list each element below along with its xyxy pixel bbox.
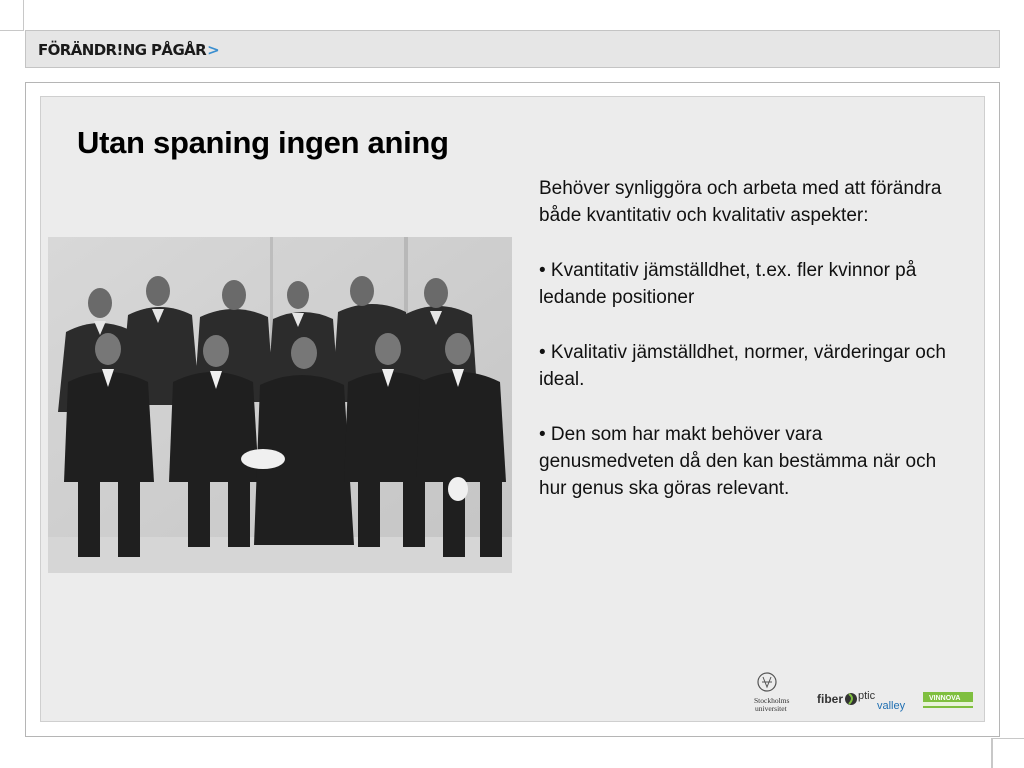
brand-text: FÖRÄNDR!NG PÅGÅR [38, 41, 207, 59]
stockholm-logo-line1: Stockholms [754, 696, 790, 705]
vinnova-logo [923, 692, 973, 708]
corner-mark-top-left [0, 0, 24, 31]
header-bar [25, 30, 1000, 68]
group-photo [48, 237, 512, 573]
brand-arrow-icon: > [207, 41, 220, 59]
fiber-logo-valley: valley [877, 700, 906, 712]
bullet-item: • Kvantitativ jämställdhet, t.ex. fler kvinnor på ledande positioner [539, 260, 917, 308]
stockholm-university-logo [754, 673, 790, 713]
corner-mark-bottom-right [991, 738, 1024, 768]
vinnova-logo-text: VINNOVA [929, 695, 961, 702]
fiberoptic-valley-logo [817, 690, 906, 712]
bullet-item: • Kvalitativ jämställdhet, normer, värderingar och ideal. [539, 342, 946, 390]
brand-logo [38, 41, 219, 59]
fiber-logo-optic: ptic [858, 690, 876, 702]
bullet-item: • Den som har makt behöver vara genusmedveten då den kan bestämma när och hur genus ska göras relevant. [539, 424, 937, 499]
intro-paragraph: Behöver synliggöra och arbeta med att förändra både kvantitativ och kvalitativ aspekter: [539, 178, 942, 226]
body-text [539, 175, 949, 530]
slide-title: Utan spaning ingen aning [77, 125, 449, 160]
stockholm-logo-line2: universitet [755, 704, 787, 713]
slide [40, 96, 985, 722]
corner-mark-line [992, 738, 993, 768]
fiber-logo-text: fiber [817, 692, 844, 706]
partner-logos [753, 672, 978, 718]
